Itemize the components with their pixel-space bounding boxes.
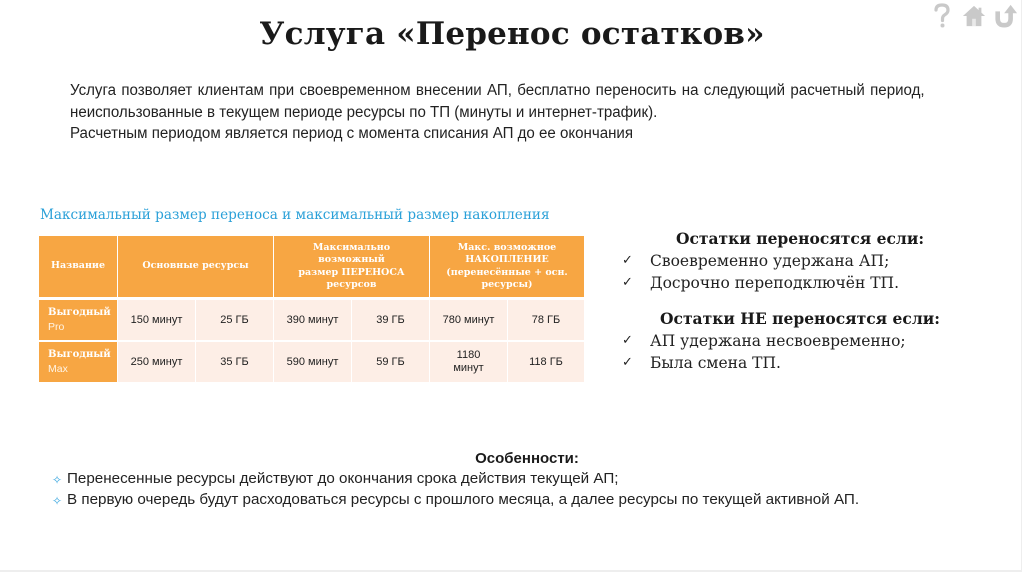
transfer-gb: 39 ГБ xyxy=(376,313,405,326)
accum-gb: 78 ГБ xyxy=(531,313,561,326)
transfer-minutes: 390 минут xyxy=(286,313,339,326)
list-item xyxy=(620,250,950,272)
table-cell xyxy=(508,342,584,382)
list-item xyxy=(52,469,992,490)
header-max-transfer xyxy=(274,236,429,297)
checkmark-icon: ✓ xyxy=(622,355,633,370)
table-cell xyxy=(274,300,351,340)
transfer-minutes: 590 минут xyxy=(286,355,339,368)
plan-variant: Pro xyxy=(48,321,65,333)
no-transfer-conditions-list xyxy=(620,330,950,374)
features-section xyxy=(52,449,992,511)
service-description xyxy=(70,80,925,145)
checkmark-icon: ✓ xyxy=(622,275,633,290)
spacer xyxy=(620,294,950,308)
row-name-max xyxy=(39,342,117,382)
header-line: размер ПЕРЕНОСА xyxy=(298,266,405,278)
header-name-label: Название xyxy=(51,260,105,272)
base-minutes: 150 минут xyxy=(130,313,183,326)
feature-text: В первую очередь будут расходоваться ресурсы с прошлого месяца, а далее ресурсы по текущей активной АП. xyxy=(67,491,860,508)
table-cell xyxy=(352,342,429,382)
feature-text: Перенесенные ресурсы действуют до окончания срока действия текущей АП; xyxy=(67,470,619,487)
header-line: НАКОПЛЕНИЕ xyxy=(465,254,549,265)
list-item xyxy=(620,272,950,294)
checkmark-icon: ✓ xyxy=(622,253,633,268)
condition-text: АП удержана несвоевременно; xyxy=(650,332,906,350)
list-item xyxy=(620,352,950,374)
base-gb: 35 ГБ xyxy=(220,355,249,368)
transfer-conditions-list xyxy=(620,250,950,294)
condition-text: Была смена ТП. xyxy=(650,354,781,372)
header-line: ресурсов xyxy=(326,279,377,290)
accum-minutes: 1180 xyxy=(456,349,481,361)
header-line: Макс. возможное xyxy=(457,241,557,253)
billing-period-note: Расчетным периодом является период с момента списания АП до ее окончания xyxy=(70,125,634,142)
table-cell xyxy=(196,342,273,382)
header-line: ресурсы) xyxy=(481,279,533,290)
table-cell xyxy=(118,300,195,340)
table-cell xyxy=(430,300,507,340)
table-caption: Максимальный размер переноса и максимальный размер накопления xyxy=(40,207,550,223)
header-line: (перенесённые + осн. xyxy=(446,266,568,278)
base-minutes: 250 минут xyxy=(130,355,183,368)
condition-text: Своевременно удержана АП; xyxy=(650,252,890,270)
plan-variant: Max xyxy=(48,363,68,375)
condition-text: Досрочно переподключён ТП. xyxy=(650,274,899,292)
header-base-resources-label: Основные ресурсы xyxy=(142,260,249,272)
list-item xyxy=(620,330,950,352)
table-cell xyxy=(508,300,584,340)
accum-minutes-unit: минут xyxy=(453,362,484,374)
header-max-accumulation xyxy=(430,236,584,297)
header-name xyxy=(39,236,117,297)
description-paragraph: Услуга позволяет клиентам при своевременном внесении АП, бесплатно переносить на следующий расчетный период, неиспользованные в текущем периоде ресурсы по ТП (минуты и интернет-трафик). xyxy=(70,82,925,121)
accum-gb: 118 ГБ xyxy=(529,355,563,368)
table-cell xyxy=(352,300,429,340)
sparkle-bullet-icon: ✧ xyxy=(52,494,63,508)
base-gb: 25 ГБ xyxy=(220,313,249,326)
no-transfer-conditions-title: Остатки НЕ переносятся если: xyxy=(660,309,940,328)
plan-name: Выгодный xyxy=(48,349,111,360)
transfer-gb: 59 ГБ xyxy=(376,355,405,368)
plan-name: Выгодный xyxy=(48,307,111,318)
transfer-conditions xyxy=(620,228,950,374)
table-cell xyxy=(274,342,351,382)
row-name-pro xyxy=(39,300,117,340)
header-line: Максимально xyxy=(312,241,391,253)
features-title: Особенности: xyxy=(475,450,579,467)
header-line: возможный xyxy=(318,254,385,265)
transfer-conditions-title: Остатки переносятся если: xyxy=(675,229,925,248)
checkmark-icon: ✓ xyxy=(622,333,633,348)
table-cell xyxy=(196,300,273,340)
list-item xyxy=(52,490,992,511)
sparkle-bullet-icon: ✧ xyxy=(52,473,63,487)
table-cell xyxy=(118,342,195,382)
accum-minutes: 780 минут xyxy=(442,313,495,326)
page-title: Услуга «Перенос остатков» xyxy=(259,16,765,52)
header-base-resources xyxy=(118,236,273,297)
table-cell xyxy=(430,342,507,382)
features-list xyxy=(52,469,992,511)
